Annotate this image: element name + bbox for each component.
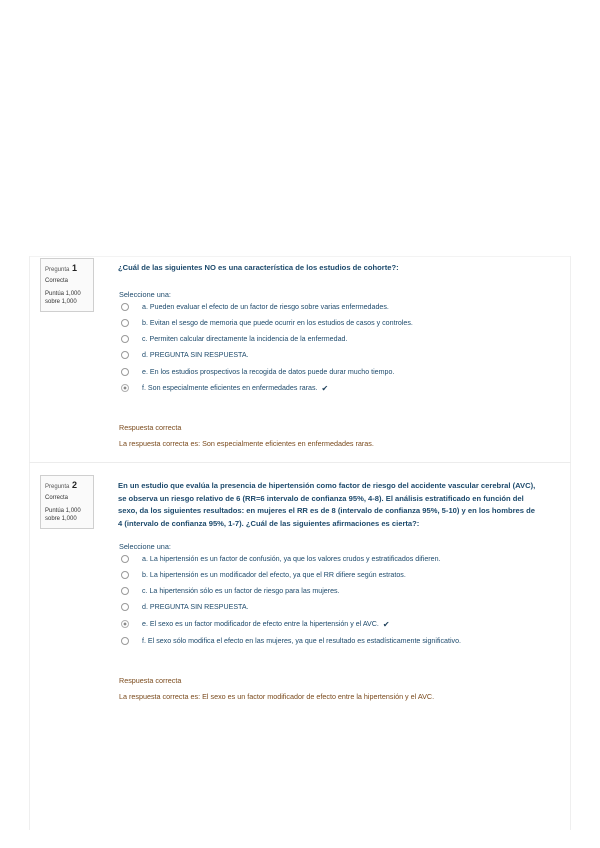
question-2-option-a[interactable]: a. La hipertensión es un factor de confusión, ya que los valores crudos y estratificados difieren. bbox=[121, 553, 441, 565]
radio-button-selected[interactable] bbox=[121, 384, 129, 392]
question-2-feedback-status: Respuesta correcta bbox=[119, 676, 182, 685]
question-1-option-c[interactable]: c. Permiten calcular directamente la incidencia de la enfermedad. bbox=[121, 333, 347, 345]
question-1-feedback-status: Respuesta correcta bbox=[119, 423, 182, 432]
question-1-number: Pregunta 1 bbox=[45, 263, 78, 273]
radio-button[interactable] bbox=[121, 571, 129, 579]
radio-button[interactable] bbox=[121, 603, 129, 611]
question-1-option-a[interactable]: a. Pueden evaluar el efecto de un factor de riesgo sobre varias enfermedades. bbox=[121, 301, 389, 313]
radio-button[interactable] bbox=[121, 303, 129, 311]
radio-button[interactable] bbox=[121, 351, 129, 359]
radio-button[interactable] bbox=[121, 637, 129, 645]
question-2-option-d[interactable]: d. PREGUNTA SIN RESPUESTA. bbox=[121, 601, 249, 613]
question-2-option-e[interactable]: e. El sexo es un factor modificador de efecto entre la hipertensión y el AVC. ✔ bbox=[121, 618, 390, 630]
question-2-prompt: Seleccione una: bbox=[119, 542, 171, 551]
question-1-option-d[interactable]: d. PREGUNTA SIN RESPUESTA. bbox=[121, 349, 249, 361]
radio-button[interactable] bbox=[121, 319, 129, 327]
check-icon: ✔ bbox=[321, 383, 329, 393]
page-frame-top bbox=[29, 256, 571, 257]
question-2-option-b[interactable]: b. La hipertensión es un modificador del efecto, ya que el RR difiere según estratos. bbox=[121, 569, 406, 581]
page-frame-left bbox=[29, 256, 30, 830]
question-2-number: Pregunta 2 bbox=[45, 480, 78, 490]
question-2-feedback-answer: La respuesta correcta es: El sexo es un factor modificador de efecto entre la hipertensión y el AVC. bbox=[119, 692, 435, 701]
question-2-text: En un estudio que evalúa la presencia de hipertensión como factor de riesgo del accidente vascular cerebral (AVC), se observa un riesgo relativo de 6 (RR=6 intervalo de confianza 95%, 4-8). El análisis estratificado en función del sexo, da los siguientes resultados: en mujeres el RR es de 8 (intervalo de confianza 95%, 5-10) y en los hombres de 4 (intervalo de confianza 95%, 1-7). ¿Cuál de las siguientes afirmaciones es cierta?: bbox=[118, 481, 536, 528]
check-icon: ✔ bbox=[382, 619, 390, 629]
radio-button[interactable] bbox=[121, 368, 129, 376]
radio-button[interactable] bbox=[121, 335, 129, 343]
question-1-grade: Puntúa 1,000 sobre 1,000 bbox=[45, 291, 81, 305]
question-1-text: ¿Cuál de las siguientes NO es una característica de los estudios de cohorte?: bbox=[118, 263, 399, 272]
question-2-option-f[interactable]: f. El sexo sólo modifica el efecto en las mujeres, ya que el resultado es estadísticamente significativo. bbox=[121, 635, 461, 647]
question-2-grade: Puntúa 1,000 sobre 1,000 bbox=[45, 508, 81, 522]
question-1-option-f[interactable]: f. Son especialmente eficientes en enfermedades raras. ✔ bbox=[121, 382, 328, 394]
question-1-option-b[interactable]: b. Evitan el sesgo de memoria que puede ocurrir en los estudios de casos y controles. bbox=[121, 317, 413, 329]
radio-button-selected[interactable] bbox=[121, 620, 129, 628]
radio-button[interactable] bbox=[121, 587, 129, 595]
radio-button[interactable] bbox=[121, 555, 129, 563]
question-separator bbox=[29, 462, 571, 463]
question-1-state: Correcta bbox=[45, 278, 69, 284]
question-2-info bbox=[40, 475, 94, 529]
question-2-option-c[interactable]: c. La hipertensión sólo es un factor de riesgo para las mujeres. bbox=[121, 585, 340, 597]
question-1-prompt: Seleccione una: bbox=[119, 290, 171, 299]
page-frame-right bbox=[570, 256, 571, 830]
question-1-info bbox=[40, 258, 94, 312]
question-1-feedback-answer: La respuesta correcta es: Son especialmente eficientes en enfermedades raras. bbox=[119, 439, 374, 448]
question-2-state: Correcta bbox=[45, 495, 69, 501]
question-1-option-e[interactable]: e. En los estudios prospectivos la recogida de datos puede durar mucho tiempo. bbox=[121, 366, 394, 378]
